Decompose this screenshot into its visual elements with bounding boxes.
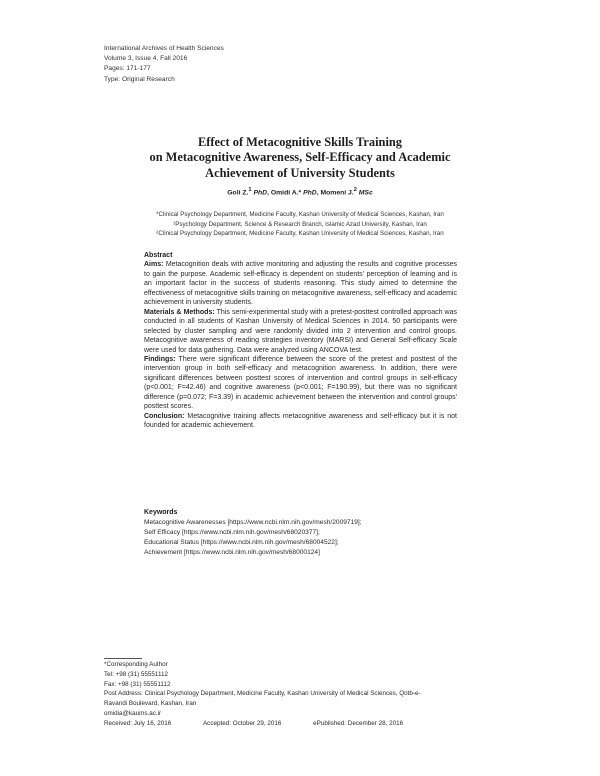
author-list: Goli Z.$^1$ PhD, Omidi A.* PhD, Momeni J.$^2$ MSc: [227, 187, 373, 197]
affiliation-star: *Clinical Psychology Department, Medicine Faculty, Kashan University of Medical Sciences, Kashan, Iran: [156, 211, 444, 218]
author-2-name: Omidi A.*: [270, 189, 302, 197]
keyword-3: Educational Status [https://www.ncbi.nlm.nih.gov/mesh/68004522];: [144, 539, 339, 546]
author-1-degree: PhD: [253, 189, 268, 197]
journal-pages: Pages: 171-177: [104, 65, 151, 73]
journal-info: [104, 44, 224, 85]
title-line-2: on Metacognitive Awareness, Self-Efficacy and Academic: [149, 150, 451, 165]
findings-label: Findings:: [144, 355, 176, 363]
affiliations: [100, 210, 500, 239]
abstract-aims: [144, 260, 457, 307]
keyword-4: Achievement [https://www.ncbi.nlm.nih.gov/mesh/68000124]: [144, 549, 320, 556]
received-date: Received: July 16, 2016: [104, 720, 172, 727]
aims-label: Aims:: [144, 261, 164, 269]
author-1-name: Goli Z.: [227, 189, 249, 197]
author-3-sup: 2: [353, 187, 357, 193]
title-line-1: Effect of Metacognitive Skills Training: [198, 135, 402, 149]
footnote-divider: [104, 658, 142, 659]
title-line-3: Achievement of University Students: [205, 165, 395, 180]
abstract: [144, 251, 457, 431]
keywords: [144, 508, 464, 558]
published-date: ePublished: December 28, 2016: [313, 720, 404, 727]
author-1-sup: 1: [248, 187, 252, 193]
abstract-conclusion: [144, 412, 457, 431]
article-title: [100, 135, 500, 181]
aims-text: Metacognition deals with active monitoring and adjusting the results and cognitive processes to gain the purpose. Academic self-efficacy is dependent on students' perception of learning and is an important factor in the success of students reasoning. This study aimed to determine the effectiveness of metacognitive skills training on metacognitive awareness, self-efficacy and academic achievement in university students.: [144, 261, 457, 307]
keywords-heading: Keywords: [144, 509, 178, 516]
keyword-1: Metacognitive Awarenesses [https://www.ncbi.nlm.nih.gov/mesh/2009719];: [144, 519, 362, 526]
footnotes: [104, 660, 514, 719]
email: omidia@kaums.ac.ir: [104, 709, 162, 717]
fax: Fax: +98 (31) 55551112: [104, 680, 171, 688]
journal-name: International Archives of Health Sciences: [104, 45, 224, 52]
abstract-findings: [144, 355, 457, 412]
abstract-heading: Abstract: [144, 252, 173, 259]
affiliation-1: ¹Psychology Department, Science & Research Branch, Islamic Azad University, Kashan, Iran: [173, 220, 427, 228]
corresponding-author: *Corresponding Author: [104, 661, 168, 668]
abstract-methods: [144, 308, 457, 355]
telephone: Tel: +98 (31) 55551112: [104, 670, 169, 678]
author-3-name: Momeni J.: [320, 189, 354, 197]
journal-volume: Volume 3, Issue 4, Fall 2016: [104, 55, 188, 63]
author-2-degree: PhD: [303, 189, 317, 197]
accepted-date: Accepted: October 29, 2016: [202, 720, 282, 727]
keyword-2: Self Efficacy [https://www.ncbi.nlm.nih.gov/mesh/68020377];: [144, 529, 320, 536]
conclusion-text: Metacognitive training affects metacognitive awareness and self-efficacy but it is not founded for academic achievement.: [144, 412, 457, 430]
methods-text: This semi-experimental study with a pretest-posttest controlled approach was conducted in all students of Kashan University of Medical Sciences in 2014. 50 participants were selected by cluster sampling and were randomly divided into 2 intervention and control groups. Metacognitive awareness of reading strategies inventory (MARSI) and General Self-efficacy Scale were used for data gathering. Data were analyzed using ANCOVA test.: [144, 308, 458, 354]
findings-text: There were significant difference between the score of the pretest and posttest of the intervention group in both self-efficacy and metacognition awareness. In addition, there were significant differences between posttest scores of intervention and control groups in self-efficacy (p<0.001; F=42.46) and cognitive awareness (p<0.001; F=190.99), but there was no significant difference (p=0.072; F=3.39) in academic achievement between the intervention and control groups' posttest scores.: [144, 355, 457, 411]
post-address-line-2: Ravandi Boulevard, Kashan, Iran: [104, 700, 197, 708]
methods-label: Materials & Methods:: [144, 308, 215, 316]
affiliation-2: ²Clinical Psychology Department, Medicine Faculty, Kashan University of Medical Sciences, Kashan, Iran: [156, 230, 444, 238]
article-type: Type: Original Research: [104, 75, 175, 83]
post-address-line-1: Post Address: Clinical Psychology Department, Medicine Faculty, Kashan University of Medical Sciences, Qotb-e-: [104, 690, 421, 698]
conclusion-label: Conclusion:: [144, 412, 185, 420]
author-3-degree: MSc: [358, 189, 373, 197]
article-dates: [104, 720, 484, 727]
